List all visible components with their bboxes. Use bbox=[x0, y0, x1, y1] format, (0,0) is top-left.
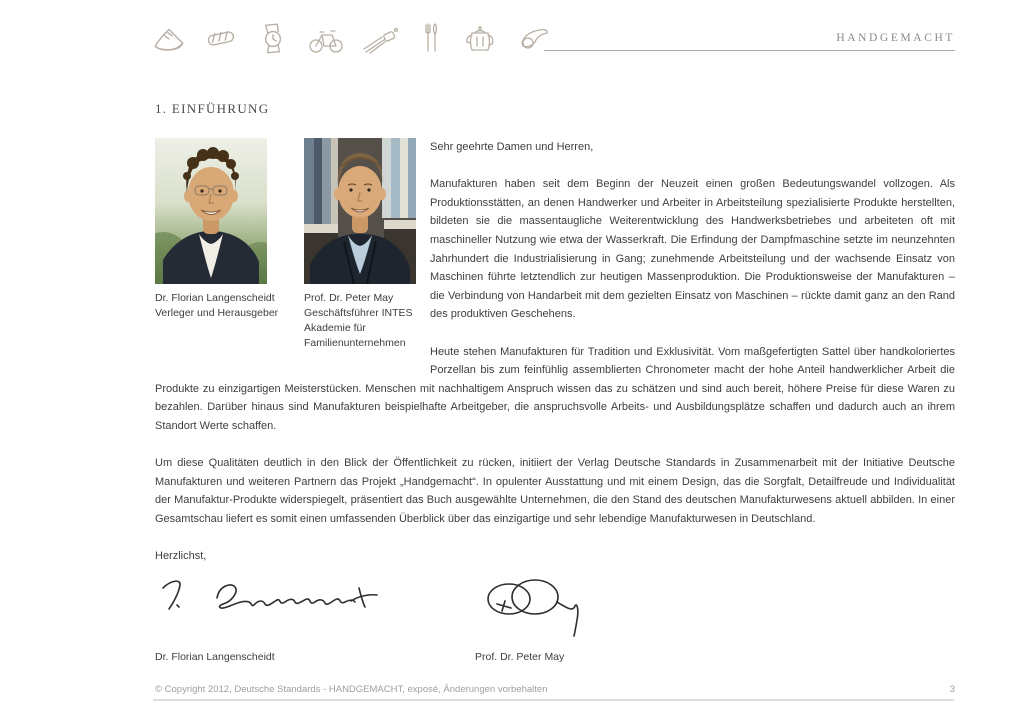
sausage-icon bbox=[202, 20, 240, 58]
signature-florian-langenscheidt bbox=[155, 574, 405, 640]
footer bbox=[155, 684, 955, 695]
photo-strip bbox=[155, 138, 418, 351]
signature-peter-may bbox=[475, 574, 605, 640]
person-florian-langenscheidt bbox=[155, 138, 279, 351]
person-role: Verleger und Herausgeber bbox=[155, 307, 279, 319]
letter-salutation: Sehr geehrte Damen und Herren, bbox=[430, 141, 594, 153]
person-role: Geschäftsführer INTES Akademie für Familienunternehmen bbox=[304, 307, 413, 349]
signatory-name: Dr. Florian Langenscheidt bbox=[155, 650, 275, 663]
header-icon-strip bbox=[150, 20, 554, 58]
signature-row bbox=[155, 574, 955, 667]
watch-icon bbox=[254, 20, 292, 58]
person-name: Prof. Dr. Peter May bbox=[304, 292, 394, 304]
signature-block-peter-may bbox=[475, 574, 605, 667]
header bbox=[544, 28, 955, 51]
footer-copyright: © Copyright 2012, Deutsche Standards - HANDGEMACHT, exposé, Änderungen vorbehalten bbox=[155, 684, 548, 695]
bicycle-icon bbox=[306, 20, 346, 58]
person-peter-may bbox=[304, 138, 417, 351]
letter-paragraph: Manufakturen haben seit dem Beginn der Neuzeit einen großen Bedeutungswandel vollzogen. Als Produktionsstätten, an denen Handwerker und Arbeiter in Arbeitsteilung spezialisierte Produkte herstellten, bildeten sie die massentaugliche Weiterentwicklung des Handwerksbetriebes und arbeiteten oft mit maschineller Nutzung wie etwa der Wasserkraft. Die Erfindung der Dampfmaschine setzte im neunzehnten Jahrhundert die Industrialisierung in Gang; zunehmende Arbeitsteilung und der wachsende Einsatz von Maschinen führte letztendlich zur heutigen Massenproduktion. Die Produktionsweise der Manufakturen – die Verbindung von Handarbeit mit dem gezielten Einsatz von Maschinen – rückte damit ganz an den Rand des produktiven Geschehens. bbox=[430, 178, 955, 321]
caption-florian-langenscheidt bbox=[155, 291, 287, 321]
letter-closing: Herzlichst, bbox=[155, 550, 207, 563]
header-rule bbox=[544, 50, 955, 51]
brush-icon bbox=[360, 20, 402, 58]
letter-paragraph: Um diese Qualitäten deutlich in den Blick der Öffentlichkeit zu rücken, initiiert der Verlag Deutsche Standards in Zusammenarbeit mit der Initiative Deutsche Manufakturen und weiteren Partnern das Projekt „Handgemacht“. In opulenter Ausstattung und mit einem Design, das die Sorgfalt, Detailfreude und Individualität der Manufaktur-Produkte widerspiegelt, präsentiert das Buch ausgewählte Unternehmen, die den Stand des deutschen Manufakturwesens aktuell abbilden. In einer Gesamtschau liefert es somit einen umfassenden Überblick über das einzigartige und sehr lebendige Manufakturwesen in Deutschland. bbox=[155, 457, 955, 525]
letter-paragraph: Heute stehen Manufakturen für Tradition und Exklusivität. Vom maßgefertigten Sattel über handkoloriertes Porzellan bis zum feinfühlig assemblierten Chronometer macht der hohe Anteil handwerklicher Arbeit die Produkte zu einzigartigen Meisterstücken. Menschen mit nachhaltigem Anspruch wissen das zu schätzen und sind auch bereit, höhere Preise für diese Waren zu bezahlen. Darüber hinaus sind Manufakturen beispielhafte Arbeitgeber, die anspruchsvolle Arbeits- und Ausbildungsplätze schaffen und dadurch auch an ihrem Standort Werte schaffen. bbox=[155, 345, 955, 432]
shoe-icon bbox=[150, 20, 188, 58]
cutlery-icon bbox=[416, 20, 446, 58]
teapot-icon bbox=[460, 20, 500, 58]
page-number: 3 bbox=[949, 684, 955, 695]
section-title: 1. EINFÜHRUNG bbox=[155, 101, 270, 116]
brand-title: HANDGEMACHT bbox=[836, 32, 955, 44]
letter-body bbox=[155, 138, 955, 666]
person-name: Dr. Florian Langenscheidt bbox=[155, 292, 275, 304]
portrait-peter-may bbox=[304, 138, 416, 284]
caption-peter-may bbox=[304, 291, 436, 351]
signature-block-florian-langenscheidt bbox=[155, 574, 475, 667]
photo-block bbox=[155, 138, 418, 351]
portrait-florian-langenscheidt bbox=[155, 138, 267, 284]
signatory-name: Prof. Dr. Peter May bbox=[475, 650, 565, 663]
footer-rule bbox=[153, 699, 954, 701]
